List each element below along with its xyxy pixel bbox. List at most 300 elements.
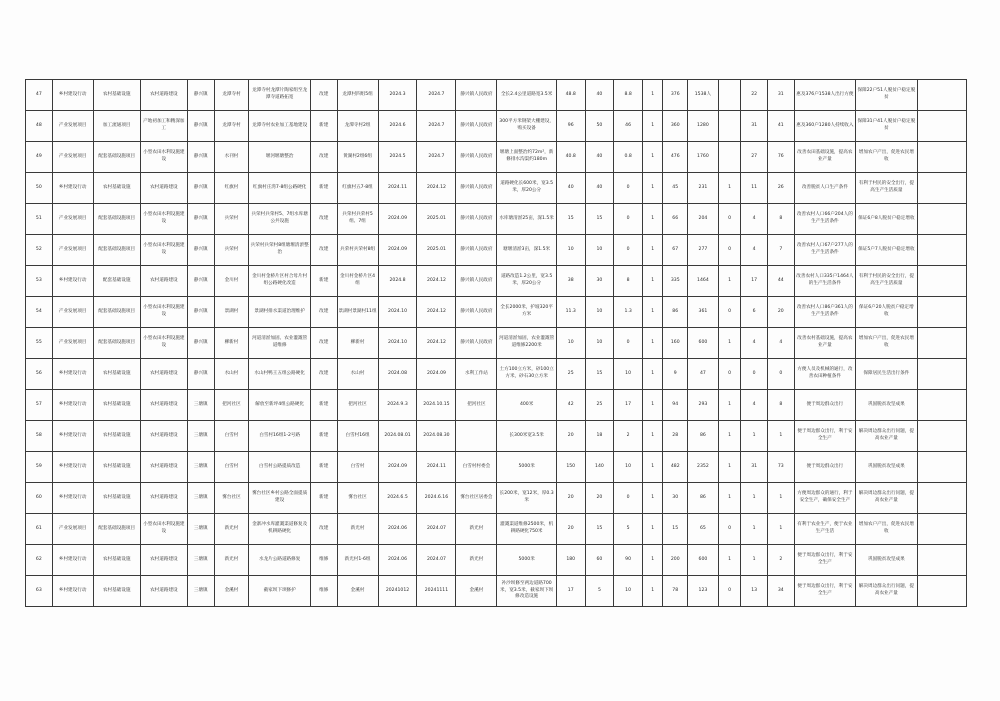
- table-cell: 道路改造1.2公里，宽3.5米，厚20公分: [497, 266, 556, 297]
- table-cell: 2024.8: [378, 266, 417, 297]
- table-cell: 1: [718, 328, 741, 359]
- table-cell: [718, 142, 741, 173]
- table-cell: 38: [556, 266, 585, 297]
- table-cell: 静兴镇: [187, 359, 214, 390]
- table-cell: 1: [718, 390, 741, 421]
- table-cell: 龙潭寺村2组: [337, 111, 378, 142]
- table-cell: [917, 328, 966, 359]
- table-cell: 17: [741, 266, 768, 297]
- table-cell: 改善脱贫人口生产条件: [794, 173, 856, 204]
- table-cell: 361: [688, 297, 719, 328]
- table-cell: 保证5户7人脱贫户稳定增收: [856, 235, 918, 266]
- table-cell: 50: [26, 173, 53, 204]
- table-row: [26, 297, 967, 328]
- table-cell: 10: [614, 359, 643, 390]
- table-cell: 65: [688, 514, 719, 545]
- table-cell: 45: [663, 173, 688, 204]
- table-cell: 2024.09: [417, 359, 456, 390]
- table-cell: 15: [585, 359, 614, 390]
- table-cell: 农村道路建设: [140, 576, 187, 607]
- table-cell: 20241012: [378, 576, 417, 607]
- table-cell: 新光村1-6组: [337, 545, 378, 576]
- table-cell: 31: [741, 452, 768, 483]
- table-cell: 灌溉渠道维修2500米，机耕路硬化750米: [497, 514, 556, 545]
- table-cell: 1: [642, 452, 663, 483]
- table-cell: 乡村建设行动: [52, 483, 93, 514]
- table-cell: 180: [556, 545, 585, 576]
- table-cell: 1: [642, 328, 663, 359]
- table-cell: 配套基础设施项目: [93, 514, 140, 545]
- table-cell: 静兴镇人民政府: [456, 142, 497, 173]
- table-cell: 62: [26, 545, 53, 576]
- table-cell: 10: [614, 576, 643, 607]
- table-cell: 农村基础设施: [93, 359, 140, 390]
- table-cell: 白雪村: [214, 452, 249, 483]
- table-row: [26, 235, 967, 266]
- table-cell: 便于周边群众出行，利于安全生产: [794, 576, 856, 607]
- table-cell: 配套基础设施项目: [93, 142, 140, 173]
- table-cell: 10: [585, 328, 614, 359]
- table-cell: 新建: [310, 452, 337, 483]
- table-cell: [917, 545, 966, 576]
- table-cell: 2024.11: [378, 173, 417, 204]
- table-cell: 兵荣村: [214, 235, 249, 266]
- table-cell: 86: [688, 421, 719, 452]
- table-cell: 53: [26, 266, 53, 297]
- table-cell: 5000米: [497, 545, 556, 576]
- table-cell: 86: [688, 483, 719, 514]
- table-cell: 配套基础设施项目: [93, 204, 140, 235]
- table-cell: 小型农田水利设施建设: [140, 297, 187, 328]
- table-cell: 兵荣村兵荣村8组: [337, 235, 378, 266]
- table-cell: 水山村鸭王五组公路硬化: [249, 359, 311, 390]
- table-cell: 红旗村五7-8组: [337, 173, 378, 204]
- table-cell: 15: [585, 514, 614, 545]
- table-cell: [917, 452, 966, 483]
- table-cell: 482: [663, 452, 688, 483]
- table-cell: 10: [556, 328, 585, 359]
- table-cell: 改建: [310, 359, 337, 390]
- table-cell: 金溪村: [337, 576, 378, 607]
- table-cell: 17: [556, 576, 585, 607]
- table-cell: 94: [663, 390, 688, 421]
- table-cell: 新建: [310, 390, 337, 421]
- table-cell: 20: [585, 483, 614, 514]
- table-cell: [917, 514, 966, 545]
- table-cell: 白雪村公路提质改造: [249, 452, 311, 483]
- table-cell: 1: [642, 111, 663, 142]
- table-cell: 40: [585, 142, 614, 173]
- table-cell: 123: [688, 576, 719, 607]
- table-cell: 静兴镇: [187, 297, 214, 328]
- table-cell: 1: [718, 545, 741, 576]
- table-cell: 金川村金桥片区村合母片村组公路硬化改造: [249, 266, 311, 297]
- table-cell: 40: [556, 173, 585, 204]
- table-cell: 2024.08.01: [378, 421, 417, 452]
- table-cell: 10: [585, 297, 614, 328]
- table-cell: 农村道路建设: [140, 359, 187, 390]
- table-cell: 46: [614, 111, 643, 142]
- table-cell: 2024.11: [417, 452, 456, 483]
- table-cell: 小型农田水利设施建设: [140, 204, 187, 235]
- table-cell: 巩固脱贫攻坚成果: [856, 545, 918, 576]
- table-cell: 1: [718, 452, 741, 483]
- table-cell: 9: [663, 359, 688, 390]
- table-cell: 6: [741, 297, 768, 328]
- table-cell: 2024.10.15: [417, 390, 456, 421]
- table-cell: 0: [741, 359, 768, 390]
- table-cell: 1: [642, 235, 663, 266]
- table-cell: 15: [556, 204, 585, 235]
- table-cell: 便于周边群众出行: [794, 390, 856, 421]
- table-cell: 产业发展项目: [52, 235, 93, 266]
- table-row: [26, 80, 967, 111]
- table-cell: 雾台社区: [214, 483, 249, 514]
- table-cell: 改建: [310, 297, 337, 328]
- table-cell: 三塘镇: [187, 545, 214, 576]
- table-cell: 乡村建设行动: [52, 173, 93, 204]
- table-cell: 金溪村: [214, 576, 249, 607]
- table-cell: 8: [767, 204, 794, 235]
- table-cell: 1280: [688, 111, 719, 142]
- table-cell: 兵荣村兵荣村5、7组水库塘公共设施: [249, 204, 311, 235]
- table-cell: 土方100立方米，砂100立方米，砂石30立方米: [497, 359, 556, 390]
- table-cell: 解决周边群众出行问题，提高农业产量: [856, 421, 918, 452]
- table-cell: 静兴镇: [187, 80, 214, 111]
- table-row: [26, 328, 967, 359]
- table-cell: 农村道路建设: [140, 483, 187, 514]
- table-cell: 2024.12: [417, 173, 456, 204]
- table-cell: 补沙坝修至两边道路700米，宽3.5米，截家坝下坝修改造设施: [497, 576, 556, 607]
- table-cell: 231: [688, 173, 719, 204]
- table-cell: 0: [614, 173, 643, 204]
- table-cell: 巩固脱贫攻坚成果: [856, 452, 918, 483]
- table-cell: 乡村建设行动: [52, 421, 93, 452]
- table-cell: 静兴镇: [187, 204, 214, 235]
- table-cell: 277: [688, 235, 719, 266]
- table-cell: 2024.06: [378, 514, 417, 545]
- table-cell: 堰塘上面整治约72m²，新修排水沟渠约180m: [497, 142, 556, 173]
- table-cell: 新建: [310, 173, 337, 204]
- table-cell: 4: [767, 328, 794, 359]
- table-cell: 改建: [310, 235, 337, 266]
- table-cell: 配套基础设施项目: [93, 297, 140, 328]
- table-cell: 0: [718, 514, 741, 545]
- table-cell: 道路硬化长600米，宽3.5米，厚20公分: [497, 173, 556, 204]
- table-cell: 乡村建设行动: [52, 545, 93, 576]
- table-cell: 三塘镇: [187, 452, 214, 483]
- table-cell: 有利于村民的安全出行，提高生产生活质量: [856, 266, 918, 297]
- table-cell: 13: [741, 576, 768, 607]
- table-cell: 20: [556, 483, 585, 514]
- table-row: [26, 390, 967, 421]
- table-cell: 1: [741, 514, 768, 545]
- table-cell: 15: [585, 204, 614, 235]
- table-cell: 2025.01: [417, 204, 456, 235]
- table-cell: 乡村建设行动: [52, 390, 93, 421]
- table-cell: 4: [741, 390, 768, 421]
- table-cell: 28: [663, 421, 688, 452]
- table-body: [26, 80, 967, 607]
- table-cell: 60: [585, 545, 614, 576]
- table-cell: 0: [614, 483, 643, 514]
- table-cell: 17: [614, 390, 643, 421]
- table-cell: 0: [718, 576, 741, 607]
- table-cell: [917, 390, 966, 421]
- table-cell: 改建: [310, 80, 337, 111]
- table-cell: 57: [26, 390, 53, 421]
- table-cell: 400米: [497, 390, 556, 421]
- table-cell: 0: [718, 359, 741, 390]
- table-cell: 农村基础设施: [93, 390, 140, 421]
- table-cell: 1464: [688, 266, 719, 297]
- table-cell: 1: [642, 173, 663, 204]
- table-cell: 柳新村: [214, 328, 249, 359]
- table-cell: 5: [585, 576, 614, 607]
- table-cell: 小型农田水利设施建设: [140, 328, 187, 359]
- table-cell: 保障居民生活出行条件: [856, 359, 918, 390]
- table-cell: 2024.10: [378, 328, 417, 359]
- table-cell: 0: [718, 235, 741, 266]
- table-cell: 龙潭寺村: [214, 80, 249, 111]
- table-cell: 堰河堰塘整治: [249, 142, 311, 173]
- table-cell: 25: [585, 390, 614, 421]
- table-cell: 农村基础设施: [93, 483, 140, 514]
- table-row: [26, 483, 967, 514]
- table-cell: 5000米: [497, 452, 556, 483]
- table-cell: 2024.5: [378, 142, 417, 173]
- table-cell: 2024.10: [378, 297, 417, 328]
- table-cell: 金寨冲水库灌溉渠道修复及机耕路硬化: [249, 514, 311, 545]
- table-cell: 25: [556, 359, 585, 390]
- table-cell: 1: [642, 545, 663, 576]
- table-cell: 20241111: [417, 576, 456, 607]
- table-cell: 巩固脱贫攻坚成果: [856, 390, 918, 421]
- table-cell: 白雪村: [337, 452, 378, 483]
- table-cell: [718, 80, 741, 111]
- table-cell: 新建: [310, 421, 337, 452]
- table-cell: 86: [663, 297, 688, 328]
- table-cell: 便于周边群众出行，利于安全生产: [794, 545, 856, 576]
- table-cell: 140: [585, 452, 614, 483]
- table-cell: 58: [26, 421, 53, 452]
- table-cell: 兵荣村兵荣村8组塘堰清淤整治: [249, 235, 311, 266]
- table-cell: 50: [585, 111, 614, 142]
- table-cell: 景湖村排水渠道治理维护: [249, 297, 311, 328]
- table-cell: 静兴镇: [187, 266, 214, 297]
- table-cell: 96: [556, 111, 585, 142]
- table-cell: 把河社区: [456, 390, 497, 421]
- table-cell: 48.8: [556, 80, 585, 111]
- table-cell: 改善农村人口335户1464人的生产生活条件: [794, 266, 856, 297]
- table-cell: 农村道路建设: [140, 421, 187, 452]
- table-cell: [917, 142, 966, 173]
- table-cell: 1: [642, 142, 663, 173]
- table-cell: 47: [26, 80, 53, 111]
- table-cell: 增加农户产出，促进农民增收: [856, 142, 918, 173]
- table-cell: 加工流通项目: [93, 111, 140, 142]
- table-cell: 静兴镇: [187, 235, 214, 266]
- table-cell: 1: [767, 514, 794, 545]
- table-cell: 1: [642, 297, 663, 328]
- table-row: [26, 576, 967, 607]
- table-cell: 静兴镇人民政府: [456, 328, 497, 359]
- table-cell: [718, 111, 741, 142]
- table-cell: 新光村: [214, 545, 249, 576]
- table-cell: 2: [614, 421, 643, 452]
- table-cell: 小型农田水利设施建设: [140, 235, 187, 266]
- table-cell: 红旗村庄湾7-8组公路硬化: [249, 173, 311, 204]
- table-cell: 新光村: [456, 545, 497, 576]
- table-cell: 76: [767, 142, 794, 173]
- table-cell: 农村基础设施: [93, 576, 140, 607]
- table-cell: 56: [26, 359, 53, 390]
- table-cell: 把河社区: [337, 390, 378, 421]
- table-cell: 静兴镇人民政府: [456, 173, 497, 204]
- table-cell: 配套基础设施: [93, 266, 140, 297]
- table-cell: 龙潭寺村龙潭片陶家组至龙潭寺道路拓宽: [249, 80, 311, 111]
- table-cell: 4: [741, 328, 768, 359]
- table-cell: 乡村建设行动: [52, 80, 93, 111]
- table-cell: 三塘镇: [187, 421, 214, 452]
- table-cell: 2024.6: [378, 111, 417, 142]
- table-cell: 解放至新坪4组公路硬化: [249, 390, 311, 421]
- table-cell: 2024.09: [378, 235, 417, 266]
- table-cell: 长200米，宽12米，厚0.3米: [497, 483, 556, 514]
- table-cell: 2352: [688, 452, 719, 483]
- table-cell: 维修: [310, 545, 337, 576]
- table-cell: 水山村: [337, 359, 378, 390]
- table-cell: [917, 204, 966, 235]
- table-cell: 0: [767, 359, 794, 390]
- table-cell: 产业发展项目: [52, 328, 93, 359]
- table-cell: 新光村: [456, 514, 497, 545]
- table-cell: 方便周边群众的通行，利于安全生产，确保安全生产: [794, 483, 856, 514]
- table-cell: 1: [642, 421, 663, 452]
- table-cell: 静兴镇: [187, 328, 214, 359]
- table-cell: 水刊村: [214, 142, 249, 173]
- table-cell: 1: [767, 483, 794, 514]
- table-cell: 保证6户20人脱贫户稳定增收: [856, 297, 918, 328]
- table-cell: 2: [767, 545, 794, 576]
- table-row: [26, 142, 967, 173]
- table-cell: 15: [663, 514, 688, 545]
- table-cell: 保证6户8人脱贫户稳定增收: [856, 204, 918, 235]
- table-cell: 0: [718, 297, 741, 328]
- project-table: [25, 79, 967, 607]
- table-cell: 三塘镇: [187, 576, 214, 607]
- table-cell: 三塘镇: [187, 514, 214, 545]
- table-cell: 10: [556, 235, 585, 266]
- table-cell: 20: [556, 421, 585, 452]
- table-cell: 农村基础设施: [93, 421, 140, 452]
- table-cell: [917, 297, 966, 328]
- table-cell: 78: [663, 576, 688, 607]
- table-cell: 三塘镇: [187, 483, 214, 514]
- table-cell: 0: [614, 235, 643, 266]
- table-cell: 2024.08: [378, 359, 417, 390]
- table-cell: 乡村建设行动: [52, 452, 93, 483]
- table-cell: 1.3: [614, 297, 643, 328]
- table-cell: 60: [26, 483, 53, 514]
- table-cell: 55: [26, 328, 53, 359]
- table-cell: 59: [26, 452, 53, 483]
- table-cell: 水龙片公路道路修复: [249, 545, 311, 576]
- table-cell: 20: [556, 514, 585, 545]
- table-cell: 40.8: [556, 142, 585, 173]
- table-cell: 产业发展项目: [52, 142, 93, 173]
- table-cell: 新建: [310, 111, 337, 142]
- table-cell: 48: [26, 111, 53, 142]
- table-cell: 2024.6.16: [417, 483, 456, 514]
- table-cell: 兵荣村: [214, 204, 249, 235]
- table-cell: 2024.12: [417, 297, 456, 328]
- table-cell: 4: [741, 204, 768, 235]
- table-cell: 解决周边群众出行问题，提高农业产量: [856, 483, 918, 514]
- table-cell: 改建: [310, 514, 337, 545]
- table-cell: 红旗村: [214, 173, 249, 204]
- table-cell: 41: [767, 111, 794, 142]
- table-cell: 150: [556, 452, 585, 483]
- table-cell: 白雪村: [214, 421, 249, 452]
- table-cell: 改建: [310, 204, 337, 235]
- table-cell: 乡村建设行动: [52, 359, 93, 390]
- table-cell: 52: [26, 235, 53, 266]
- table-cell: 49: [26, 142, 53, 173]
- table-cell: 2024.7: [417, 111, 456, 142]
- table-cell: 4: [741, 235, 768, 266]
- table-cell: 44: [767, 266, 794, 297]
- table-cell: [917, 80, 966, 111]
- table-row: [26, 421, 967, 452]
- table-cell: 20: [767, 297, 794, 328]
- table-cell: 2024.7: [417, 80, 456, 111]
- table-cell: 1: [642, 266, 663, 297]
- table-row: [26, 266, 967, 297]
- table-cell: [917, 235, 966, 266]
- table-cell: [917, 111, 966, 142]
- table-cell: 改善农村基础设施，提高农业产量: [794, 328, 856, 359]
- table-cell: 30: [585, 266, 614, 297]
- table-cell: 新光村: [214, 514, 249, 545]
- table-cell: 8: [767, 390, 794, 421]
- table-cell: 1: [642, 576, 663, 607]
- table-cell: 新光村: [337, 514, 378, 545]
- table-cell: 335: [663, 266, 688, 297]
- table-cell: 66: [663, 204, 688, 235]
- table-cell: [917, 266, 966, 297]
- table-cell: 保障22户51人脱贫户稳定脱贫: [856, 80, 918, 111]
- table-cell: 40: [585, 80, 614, 111]
- table-cell: 160: [663, 328, 688, 359]
- table-cell: 增加农户产出，促进农民增收: [856, 328, 918, 359]
- table-cell: 2024.6.5: [378, 483, 417, 514]
- table-cell: 河道清淤加固、农业灌溉管道维修: [249, 328, 311, 359]
- table-cell: 农村道路建设: [140, 390, 187, 421]
- table-cell: 静兴镇: [187, 142, 214, 173]
- table-cell: 2024.12: [417, 328, 456, 359]
- table-cell: 保障31户41人脱贫户稳定脱贫: [856, 111, 918, 142]
- table-cell: 0: [614, 204, 643, 235]
- table-cell: 10: [614, 452, 643, 483]
- table-cell: 静兴镇人民政府: [456, 80, 497, 111]
- table-cell: 全长2.4公里道路宽3.5米: [497, 80, 556, 111]
- table-cell: 11.3: [556, 297, 585, 328]
- table-cell: 47: [688, 359, 719, 390]
- table-cell: 黄湖村2组6组: [337, 142, 378, 173]
- table-cell: 204: [688, 204, 719, 235]
- table-cell: 产地初加工和精深加工: [140, 111, 187, 142]
